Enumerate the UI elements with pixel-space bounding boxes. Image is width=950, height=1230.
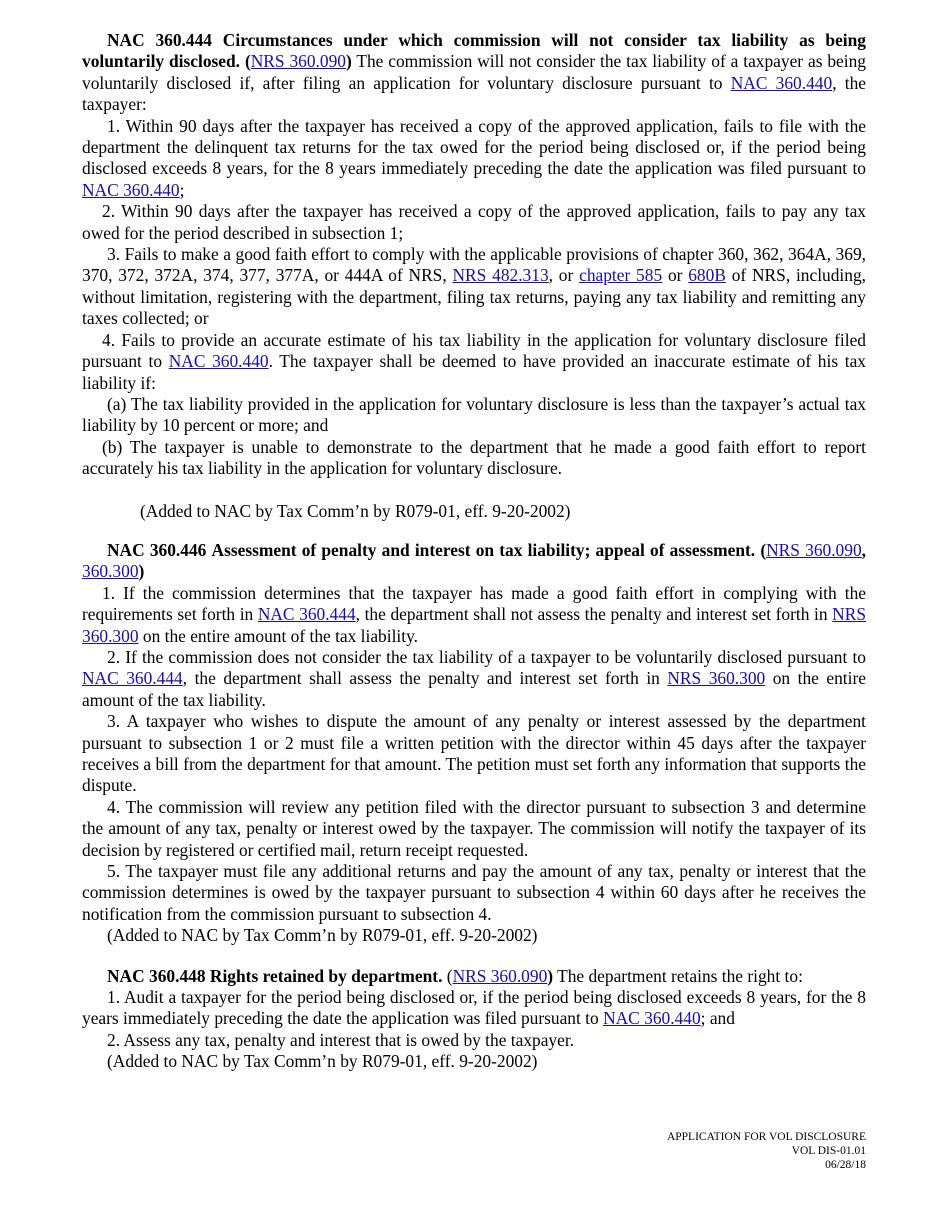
paren: (: [244, 51, 251, 72]
section-444-intro-end: , the taxpayer:: [82, 72, 867, 115]
sub-text: 4. Fails to provide an accurate estimate of his tax liability in the application for voluntary disclosure filed pursuant to: [82, 329, 866, 372]
link-nac-360-440[interactable]: NAC 360.440: [82, 179, 180, 200]
sub-text: ;: [179, 179, 185, 200]
link-nrs-360-300[interactable]: NRS 360.300: [667, 668, 766, 689]
section-444-sub-4: [82, 330, 866, 394]
link-nac-360-440[interactable]: NAC 360.440: [603, 1008, 701, 1029]
section-444-history: (Added to NAC by Tax Comm’n by R079-01, eff. 9-20-2002): [140, 500, 571, 521]
paren: ): [345, 51, 352, 72]
footer-form-title: APPLICATION FOR VOL DISCLOSURE: [666, 1131, 866, 1143]
sub-text: of NRS, including, without limitation, registering with the department, filing tax returns, paying any tax liability and remitting any taxes collected; or: [82, 265, 867, 329]
sub-text: , the department shall not assess the penalty and interest set forth in: [355, 604, 833, 625]
sub-text: 1. If the commission determines that the taxpayer has made a good faith effort in complying with the requirements set forth in: [82, 582, 866, 625]
sub-text: 3. Fails to make a good faith effort to comply with the applicable provisions of chapter 360, 362, 364A, 369, 370, 372, 372A, 374, 377, 377A, or 444A of NRS,: [82, 244, 866, 286]
sub-text: 2. If the commission does not consider the tax liability of a taxpayer to be voluntarily disclosed pursuant to: [107, 646, 866, 667]
link-nac-360-444[interactable]: NAC 360.444: [257, 604, 356, 625]
link-nrs-360-090[interactable]: NRS 360.090: [766, 539, 862, 560]
sub-text: ; and: [700, 1008, 735, 1029]
sub-text: . The taxpayer shall be deemed to have provided an inaccurate estimate of his tax liability if:: [82, 351, 866, 393]
section-444-intro: The commission will not consider the tax liability of a taxpayer as being voluntarily disclosed if, after filing an application for voluntary disclosure pursuant to: [82, 51, 866, 93]
section-446-sub-1: [82, 583, 866, 647]
footer-revision-date: 06/28/18: [825, 1159, 866, 1171]
section-446-heading: [82, 540, 866, 583]
section-448-intro: The department retains the right to:: [553, 965, 803, 986]
section-448-heading: [82, 966, 866, 987]
link-680b[interactable]: 680B: [688, 265, 726, 286]
link-nac-360-444[interactable]: NAC 360.444: [82, 668, 183, 689]
sub-text: , the department shall assess the penalty and interest set forth in: [182, 668, 668, 689]
section-444-sub-4b: (b) The taxpayer is unable to demonstrate to the department that he made a good faith effort to report accurately his tax liability in the application for voluntary disclosure.: [82, 436, 866, 479]
section-444-sub-3: [82, 244, 866, 330]
paren: (: [442, 965, 453, 986]
paren: (: [755, 539, 767, 560]
section-448-sub-1: [82, 987, 866, 1030]
sub-text: on the entire amount of the tax liability.: [82, 668, 866, 710]
paren: ): [138, 561, 145, 582]
section-448-history: (Added to NAC by Tax Comm’n by R079-01, eff. 9-20-2002): [107, 1051, 538, 1072]
comma: ,: [861, 539, 867, 560]
document-body: [82, 30, 866, 1073]
section-444-number: NAC 360.444: [107, 30, 212, 50]
section-446-number: NAC 360.446: [107, 539, 207, 560]
page-footer: [667, 1130, 866, 1172]
section-446-sub-5: 5. The taxpayer must file any additional returns and pay the amount of any tax, penalty or interest that the commission determines is owed by the taxpayer pursuant to subsection 4 within 60 days after he receives the notification from the commission pursuant to subsection 4.: [82, 861, 866, 924]
sub-text: 1. Within 90 days after the taxpayer has received a copy of the approved application, fails to file with the department the delinquent tax returns for the tax owed for the period being disclosed or, if the period being disclosed exceeds 8 years, for the 8 years immediately preceding the date the application was filed pursuant to: [82, 115, 866, 179]
section-448-title: Rights retained by department.: [209, 965, 443, 986]
link-nrs-482-313[interactable]: NRS 482.313: [452, 265, 549, 286]
section-446-title: Assessment of penalty and interest on tax liability; appeal of assessment.: [211, 539, 756, 560]
section-444-title: Circumstances under which commission will not consider tax liability as being voluntarily disclosed.: [82, 30, 867, 72]
link-chapter-585[interactable]: chapter 585: [579, 265, 663, 286]
section-446-sub-2: [82, 647, 866, 711]
section-446-sub-4: 4. The commission will review any petition filed with the director pursuant to subsection 3 and determine the amount of any tax, penalty or interest owed by the taxpayer. The commission will notify the taxpayer of its decision by registered or certified mail, return receipt requested.: [82, 796, 866, 860]
section-444-sub-4a: (a) The tax liability provided in the application for voluntary disclosure is less than the taxpayer’s actual tax liability by 10 percent or more; and: [82, 393, 866, 436]
link-nac-360-440[interactable]: NAC 360.440: [168, 351, 269, 372]
sub-text: , or: [548, 265, 580, 286]
link-nrs-360-090[interactable]: NRS 360.090: [452, 965, 548, 986]
link-nrs-360-300[interactable]: NRS 360.300: [82, 604, 866, 646]
sub-text: 1. Audit a taxpayer for the period being disclosed or, if the period being disclosed exceeds 8 years, for the 8 years immediately preceding the date the application was filed pursuant to: [82, 987, 866, 1029]
sub-text: on the entire amount of the tax liability.: [138, 625, 418, 646]
section-444-sub-2: 2. Within 90 days after the taxpayer has received a copy of the approved application, fails to pay any tax owed for the period described in subsection 1;: [82, 201, 866, 243]
section-446-sub-3: 3. A taxpayer who wishes to dispute the amount of any penalty or interest assessed by the department pursuant to subsection 1 or 2 must file a written petition with the director within 45 days after the taxpayer receives a bill from the department for that amount. The petition must set forth any information that supports the dispute.: [82, 711, 866, 796]
section-446-history: (Added to NAC by Tax Comm’n by R079-01, eff. 9-20-2002): [107, 925, 538, 946]
link-nrs-360-090[interactable]: NRS 360.090: [250, 51, 346, 72]
sub-text: or: [662, 265, 689, 286]
footer-form-number: VOL DIS-01.01: [791, 1145, 866, 1157]
section-444-heading: [82, 30, 866, 116]
link-nac-360-440[interactable]: NAC 360.440: [730, 72, 833, 93]
paren: ): [547, 965, 554, 986]
section-448-number: NAC 360.448: [107, 965, 206, 986]
section-448-sub-2: 2. Assess any tax, penalty and interest that is owed by the taxpayer.: [107, 1029, 575, 1050]
link-360-300[interactable]: 360.300: [82, 561, 139, 582]
section-444-sub-1: [82, 116, 866, 202]
